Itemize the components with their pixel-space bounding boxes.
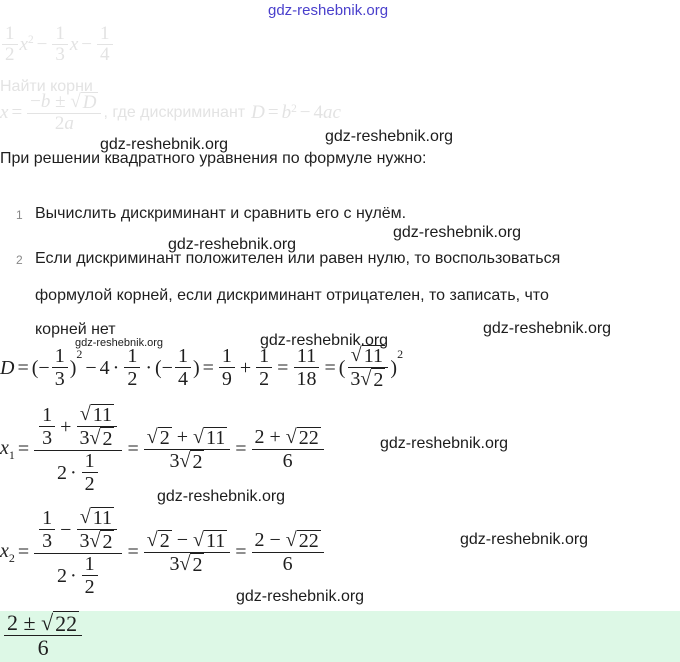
root-x1-equation: $x_1$ = $\frac{1}{3}$ + √ 11 3 √ 2 2 · $\frac{1}{2}$ = √ 2 + √ 11 3 √ 2 = 2 + √ 22 6 (0, 404, 326, 495)
watermark-top: gdz-reshebnik.org (268, 2, 389, 19)
faded-polynomial: $\frac{1}{2}$ $x^2$ − $\frac{1}{3}$ x − $\frac{1}{4}$ (0, 24, 115, 66)
watermark: gdz-reshebnik.org (325, 128, 454, 145)
list-item (16, 205, 676, 229)
discriminant-equation: D = (− $\frac{1}{3}$ ) $^2$ − 4 · $\frac{1}{2}$ · (− $\frac{1}{4}$ ) = $\frac{1}{9}$ + $\frac{1}{2}$ = $\frac{11}{18}$ = ( √ 11 3 √ 2 ) $^2$ (0, 344, 404, 391)
watermark: gdz-reshebnik.org (380, 435, 509, 452)
intro-text: При решении квадратного уравнения по формуле нужно: (0, 150, 427, 167)
watermark: gdz-reshebnik.org (168, 236, 297, 253)
step-text-continued: корней нет (35, 321, 116, 338)
faded-quadratic-formula: x = −b ± √ D 2a , где дискриминант D = $b^2$ − 4 ac (0, 91, 341, 134)
watermark: gdz-reshebnik.org (460, 531, 589, 548)
step-text: Если дискриминант положителен или равен нулю, то воспользоваться (35, 250, 561, 267)
watermark: gdz-reshebnik.org (157, 488, 286, 505)
list-item (16, 250, 676, 274)
watermark: gdz-reshebnik.org (236, 588, 365, 605)
faded-where-label: , где дискриминант (103, 104, 246, 122)
step-text-continued: формулой корней, если дискриминант отрицателен, то записать, что (35, 287, 549, 304)
watermark: gdz-reshebnik.org (75, 337, 164, 349)
root-x2-equation: $x_2$ = $\frac{1}{3}$ − √ 11 3 √ 2 2 · $\frac{1}{2}$ = √ 2 − √ 11 3 √ 2 = 2 − √ 22 6 (0, 507, 326, 598)
answer: 2 ± √ 22 6 (2, 611, 84, 660)
answer-highlight (0, 611, 680, 662)
watermark: gdz-reshebnik.org (100, 136, 229, 153)
watermark: gdz-reshebnik.org (483, 320, 612, 337)
step-number: 1 (16, 208, 23, 222)
step-text: Вычислить дискриминант и сравнить его с нулём. (35, 205, 407, 222)
step-number: 2 (16, 253, 23, 267)
faded-find-roots: Найти корни (0, 78, 93, 95)
watermark: gdz-reshebnik.org (260, 332, 389, 349)
watermark: gdz-reshebnik.org (393, 224, 522, 241)
